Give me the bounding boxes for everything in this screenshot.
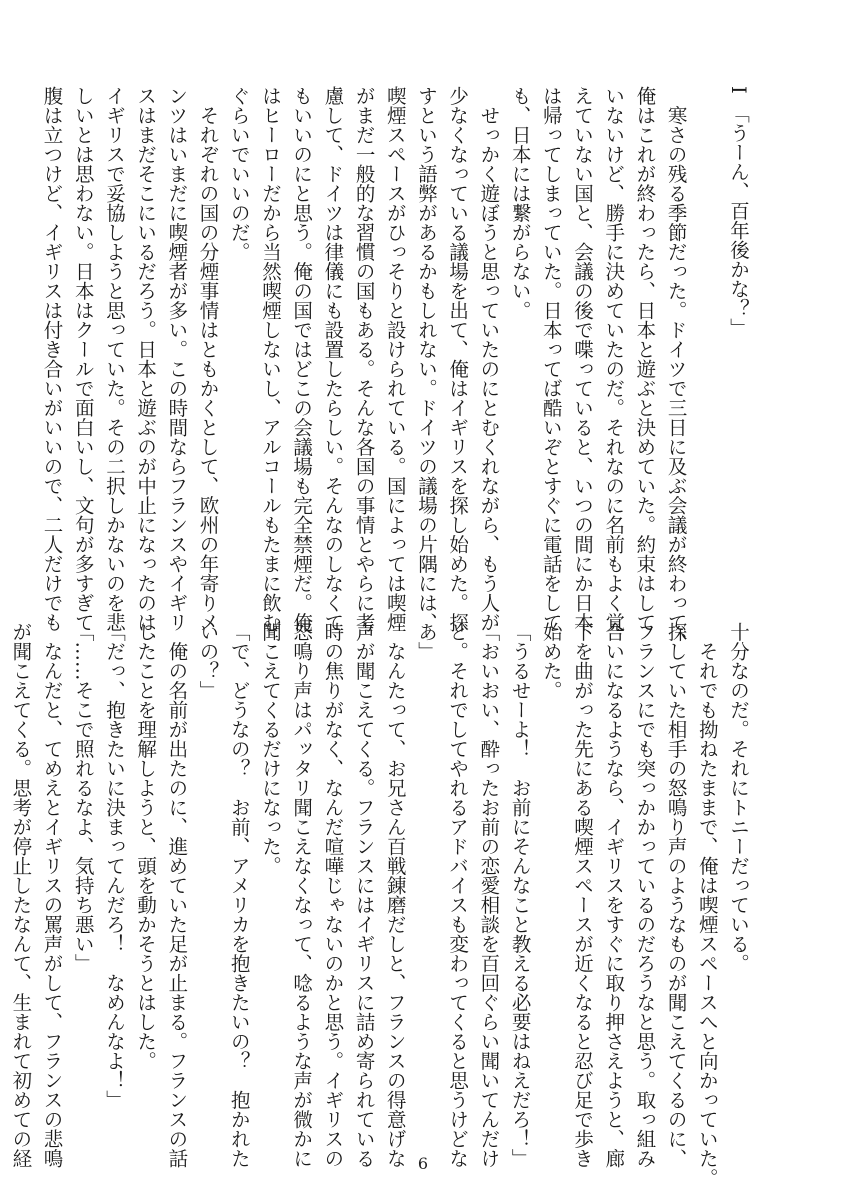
text-line: フランスにでも突っかかっているのだろうなと思う。取っ組み xyxy=(633,622,657,1168)
upper-text-block xyxy=(36,86,754,652)
text-line: なんたって、お兄さん百戦錬磨だしと、フランスの得意げな xyxy=(383,622,407,1168)
text-line: が聞こえてくる。思考が停止したなんて、生まれて初めての経 xyxy=(9,622,33,1168)
text-line: したことを理解しようと、頭を動かそうとはした。 xyxy=(134,622,158,1071)
text-line: せっかく遊ぼうと思っていたのにとむくれながら、もう人が xyxy=(477,86,501,632)
text-line: 「おいおい、酔ったお前の恋愛相談を百回ぐらい聞いてんだけ xyxy=(477,622,501,1168)
text-line: しいとは思わない。日本はクールで面白いし、文句が多すぎて xyxy=(71,86,95,632)
text-line: 「で、どうなの？ お前、アメリカを抱きたいの？ 抱かれた xyxy=(227,622,251,1168)
text-line: 「だっ、抱きたいに決まってんだろ！ なめんなよ！」 xyxy=(102,622,126,1110)
text-line: 声が聞こえてくる。フランスにはイギリスに詰め寄られている xyxy=(352,622,376,1168)
text-line: 十分なのだ。それにトニーだっている。 xyxy=(727,622,750,973)
text-line: 寒さの残る季節だった。ドイツで三日に及ぶ会議が終わって、 xyxy=(664,86,688,652)
text-line: 腹は立つけど、イギリスは付き合いがいいので、二人だけでも xyxy=(40,86,64,632)
text-line: すという語弊があるかもしれない。ドイツの議場の片隅には、 xyxy=(414,86,438,632)
text-line: 喫煙スペースがひっそりと設けられている。国によっては喫煙 xyxy=(383,86,407,632)
text-line: も、日本には繋がらない。 xyxy=(508,86,532,320)
text-line: えていない国と、会議の後で喋っていると、いつの間にか日本 xyxy=(570,86,594,632)
text-line: がまだ一般的な習慣の国もある。そんな各国の事情とやらに考 xyxy=(352,86,376,632)
text-line: 探していた相手の怒鳴り声のようなものが聞こえてくるのに、 xyxy=(664,622,688,1168)
text-line: 少なくなっている議場を出て、俺はイギリスを探し始めた。探 xyxy=(446,86,470,632)
text-line: あ」 xyxy=(414,622,438,661)
text-line: 慮して、ドイツは律儀にも設置したらしい。そんなのしなくて xyxy=(321,86,345,632)
text-line: 「うるせーよ！ お前にそんなこと教える必要はねえだろ！」 xyxy=(508,622,532,1168)
text-line: イギリスで妥協しようと思っていた。その二択しかないのを悲 xyxy=(102,86,126,632)
page-number: 6 xyxy=(417,1154,429,1173)
text-line: 時の焦りがなく、なんだ喧嘩じゃないのかと思う。イギリスの xyxy=(321,622,345,1168)
text-line: 怒鳴り声はパッタリ聞こえなくなって、唸るような声が微かに xyxy=(290,622,314,1168)
text-line xyxy=(692,86,723,578)
text-line: 始めた。 xyxy=(539,622,563,700)
text-line: なんだと、てめえとイギリスの罵声がして、フランスの悲鳴 xyxy=(40,622,64,1168)
text-line: ぐらいでいいのだ。 xyxy=(227,86,251,262)
text-line: ど。それでしてやれるアドバイスも変わってくると思うけどな xyxy=(446,622,470,1168)
text-line: いないけど、勝手に決めていたのだ。それなのに名前もよく覚 xyxy=(602,86,626,632)
text-line: それでも拗ねたままで、俺は喫煙スペースへと向かっていた。 xyxy=(695,622,719,1188)
text-line: スはまだそこにいるだろう。日本と遊ぶのが中止になったのは、 xyxy=(134,86,158,652)
text-line: 下を曲がった先にある喫煙スペースが近くなると忍び足で歩き xyxy=(570,622,594,1168)
text-line: いの？」 xyxy=(196,622,220,700)
text-line: ンツはいまだに喫煙者が多い。この時間ならフランスやイギリ xyxy=(165,86,189,632)
text-line: は帰ってしまっていた。日本ってば酷いぞとすぐに電話をして xyxy=(539,86,563,632)
text-line: もいいのにと思う。俺の国ではどこの会議場も完全禁煙だ。俺 xyxy=(290,86,314,632)
text-line: 合いになるようなら、イギリスをすぐに取り押さえようと、廊 xyxy=(602,622,626,1168)
chapter-heading: I 「うーん、百年後かな？」 xyxy=(727,86,750,338)
text-line: 「……そこで照れるなよ、気持ち悪い」 xyxy=(71,622,95,973)
text-line: それぞれの国の分煙事情はともかくとして、欧州の年寄りメ xyxy=(196,86,220,632)
text-line: はヒーローだから当然喫煙しないし、アルコールもたまに飲む xyxy=(258,86,282,632)
text-line: 俺の名前が出たのに、進めていた足が止まる。フランスの話 xyxy=(165,622,189,1168)
lower-text-block xyxy=(5,622,754,1188)
text-line: 聞こえてくるだけになった。 xyxy=(258,622,282,876)
text-line: 俺はこれが終わったら、日本と遊ぶと決めていた。約束はして xyxy=(633,86,657,632)
